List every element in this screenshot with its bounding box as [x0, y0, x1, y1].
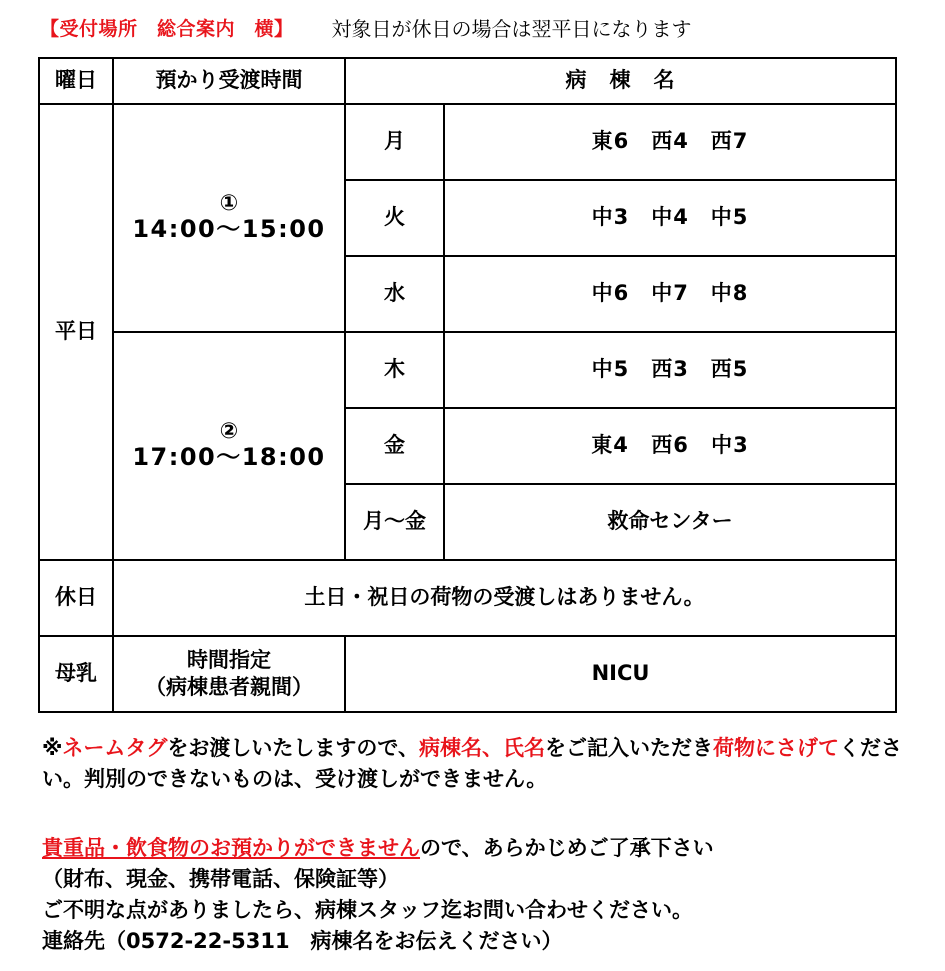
column-header-day: 曜日 — [39, 58, 113, 104]
note-highlight-valuables: 貴重品・飲食物のお預かりができません — [42, 836, 420, 860]
note-text: をご記入いただき — [545, 736, 714, 760]
header — [40, 12, 692, 42]
breast-milk-row — [39, 636, 896, 712]
day-cell: 金 — [345, 408, 444, 484]
ward-cell: 東4 西6 中3 — [444, 408, 896, 484]
table-row — [39, 104, 896, 180]
time-slot-2 — [113, 332, 345, 560]
inquiry-note: ご不明な点がありましたら、病棟スタッフ迄お問い合わせください。 — [42, 898, 693, 922]
holiday-rule-note: 対象日が休日の場合は翌平日になります — [331, 16, 692, 41]
ward-cell: 中6 中7 中8 — [444, 256, 896, 332]
breast-milk-time — [113, 636, 345, 712]
table-header-row — [39, 58, 896, 104]
note-mark: ※ — [42, 736, 63, 760]
slot-1-number: ① — [219, 190, 239, 216]
contact-info: 連絡先（0572-22-5311 病棟名をお伝えください） — [42, 929, 563, 953]
weekday-label: 平日 — [39, 104, 113, 560]
breast-milk-ward: NICU — [345, 636, 896, 712]
ward-cell: 中5 西3 西5 — [444, 332, 896, 408]
holiday-row — [39, 560, 896, 636]
column-header-time: 預かり受渡時間 — [113, 58, 345, 104]
valuables-line-1 — [42, 833, 912, 864]
day-cell: 木 — [345, 332, 444, 408]
breast-milk-label: 母乳 — [39, 636, 113, 712]
breast-milk-time-line2: （病棟患者親間） — [145, 675, 313, 699]
slot-2-time: 17:00～18:00 — [132, 442, 326, 471]
holiday-label: 休日 — [39, 560, 113, 636]
ward-cell: 中3 中4 中5 — [444, 180, 896, 256]
valuables-note — [42, 833, 912, 957]
ward-cell: 東6 西4 西7 — [444, 104, 896, 180]
day-cell: 水 — [345, 256, 444, 332]
reception-location-title: 【受付場所 総合案内 横】 — [40, 17, 294, 40]
note-highlight-ward-name: 病棟名、氏名 — [419, 736, 546, 760]
note-text: をお渡しいたしますので、 — [167, 736, 420, 760]
breast-milk-time-line1: 時間指定 — [187, 647, 271, 672]
note-highlight-attach: 荷物にさげて — [713, 736, 840, 760]
table-row — [39, 332, 896, 408]
note-text: ので、あらかじめご了承下さい — [420, 836, 714, 860]
time-slot-1 — [113, 104, 345, 332]
ward-cell: 救命センター — [444, 484, 896, 560]
holiday-text: 土日・祝日の荷物の受渡しはありません。 — [113, 560, 896, 636]
day-cell: 月 — [345, 104, 444, 180]
schedule-table — [38, 57, 897, 713]
name-tag-note — [42, 733, 912, 795]
valuables-examples: （財布、現金、携帯電話、保険証等） — [42, 867, 399, 891]
column-header-ward: 病 棟 名 — [345, 58, 896, 104]
slot-2-number: ② — [219, 418, 239, 444]
note-text: ください。判別のできないものは、受け渡しができません。 — [42, 736, 903, 791]
note-highlight-name-tag: ネームタグ — [62, 736, 168, 760]
slot-1-time: 14:00～15:00 — [132, 214, 326, 243]
day-cell: 火 — [345, 180, 444, 256]
day-cell: 月～金 — [345, 484, 444, 560]
